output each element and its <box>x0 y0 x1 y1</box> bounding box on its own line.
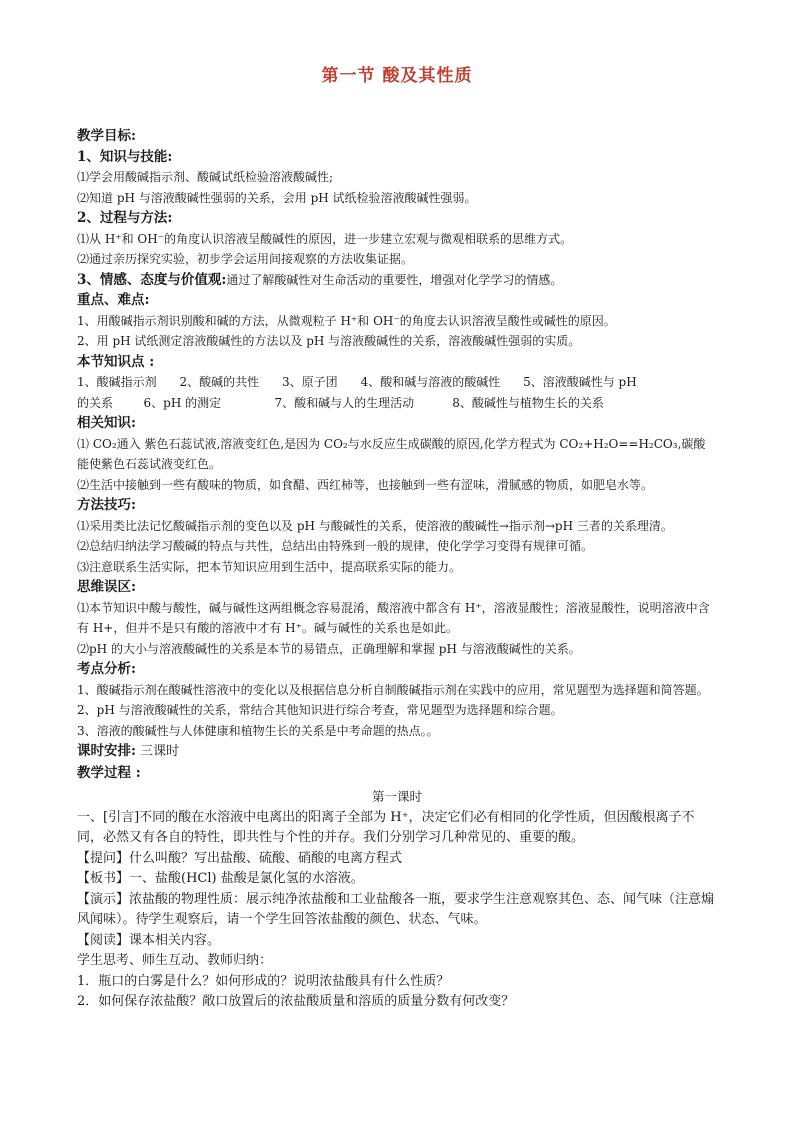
goals-subheading-emotion: 3、情感、态度与价值观: <box>77 271 227 288</box>
goals-heading: 教学目标: <box>77 128 136 144</box>
key-heading: 重点、难点: <box>77 292 150 308</box>
process-demo: 【演示】浓盐酸的物理性质：展示纯净浓盐酸和工业盐酸各一瓶，要求学生注意观察其色、态、闻气味（注意煽风闻味）。待学生观察后，请一个学生回答浓盐酸的颜色、状态、气味。 <box>77 891 715 927</box>
key-item: 1、用酸碱指示剂识别酸和碱的方法，从微观粒子 H⁺和 OH⁻的角度去认识溶液呈酸性或碱性的原因。 <box>77 313 616 328</box>
schedule-heading: 课时安排: <box>77 743 136 759</box>
process-intro: 一、[引言]不同的酸在水溶液中电离出的阳离子全部为 H⁺，决定它们必有相同的化学性质，但因酸根离子不同，必然又有各自的特性，即共性与个性的并存。我们分别学习几种常见的、重要的酸。 <box>77 809 695 845</box>
process-ask: 【提问】什么叫酸？写出盐酸、硫酸、硝酸的电离方程式 <box>77 850 403 866</box>
points-heading: 本节知识点 : <box>77 353 155 370</box>
process-question: 2．如何保存浓盐酸？敞口放置后的浓盐酸质量和溶质的质量分数有何改变？ <box>77 994 515 1009</box>
process-read: 【阅读】课本相关内容。 <box>77 932 221 948</box>
goal-item: ⑴学会用酸碱指示剂、酸碱试纸检验溶液酸碱性; <box>77 170 334 184</box>
exam-heading: 考点分析: <box>77 661 136 677</box>
goals-subheading-knowledge: 1、知识与技能: <box>77 148 173 165</box>
related-item: ⑴ CO₂通入 紫色石蕊试液,溶液变红色,是因为 CO₂与水反应生成碳酸的原因,化学方程式为 CO₂+H₂O==H₂CO₃,碳酸能使紫色石蕊试液变红色。 <box>77 436 706 471</box>
goal-item: ⑵通过亲历探究实验，初步学会运用间接观察的方法收集证据。 <box>77 252 414 266</box>
process-discuss: 学生思考、师生互动、教师归纳： <box>77 953 273 968</box>
mistakes-heading: 思维误区: <box>77 579 136 595</box>
goal-item: ⑵知道 pH 与溶液酸碱性强弱的关系，会用 pH 试纸检验溶液酸碱性强弱。 <box>77 190 477 205</box>
related-item: ⑵生活中接触到一些有酸味的物质，如食醋、西红柿等，也接触到一些有涩味，滑腻感的物质，如肥皂水等。 <box>77 477 654 492</box>
goal-emotion-line <box>77 270 717 291</box>
goals-subheading-process: 2、过程与方法: <box>77 210 173 226</box>
page-title: 第一节 酸及其性质 <box>321 66 473 86</box>
key-item: 2、用 pH 试纸测定溶液酸碱性的方法以及 pH 与溶液酸碱性的关系，溶液酸碱性强弱的实质。 <box>77 334 581 348</box>
goal-item: ⑴从 H⁺和 OH⁻的角度认识溶液呈酸碱性的原因，进一步建立宏观与微观相联系的思维方式。 <box>77 231 573 246</box>
exam-item: 2、pH 与溶液酸碱性的关系，常结合其他知识进行综合考查，常见题型为选择题和综合题。 <box>77 703 563 717</box>
method-heading: 方法技巧: <box>77 497 136 513</box>
method-item: ⑵总结归纳法学习酸碱的特点与共性，总结出由特殊到一般的规律，使化学学习变得有规律可循。 <box>77 539 594 553</box>
schedule-value: 三课时 <box>135 744 180 759</box>
related-heading: 相关知识: <box>77 415 136 431</box>
mistake-item: ⑵pH 的大小与溶液酸碱性的关系是本节的易错点，正确理解和掌握 pH 与溶液酸碱性的关系。 <box>77 641 581 656</box>
lesson-title: 第一课时 <box>371 789 422 804</box>
method-item: ⑶注意联系生活实际，把本节知识应用到生活中，提高联系实际的能力。 <box>77 559 462 574</box>
process-question: 1．瓶口的白雾是什么？如何形成的？说明浓盐酸具有什么性质？ <box>77 973 450 989</box>
process-board: 【板书】一、盐酸(HCl) 盐酸是氯化氢的水溶液。 <box>77 871 364 886</box>
exam-item: 3、溶液的酸碱性与人体健康和植物生长的关系是中考命题的热点。。 <box>77 723 439 738</box>
points-line: 的关系 6、pH 的测定 7、酸和碱与人的生理活动 8、酸碱性与植物生长的关系 <box>77 395 604 410</box>
method-item: ⑴采用类比法记忆酸碱指示剂的变色以及 pH 与酸碱性的关系，使溶液的酸碱性→指示剂→pH 三者的关系理清。 <box>77 518 673 533</box>
points-line: 1、酸碱指示剂 2、酸碱的共性 3、原子团 4、酸和碱与溶液的酸碱性 5、溶液酸碱性与 pH <box>77 375 637 389</box>
process-heading: 教学过程 : <box>77 764 141 781</box>
schedule-line <box>77 741 717 763</box>
mistake-item: ⑴本节知识中酸与酸性，碱与碱性这两组概念容易混淆，酸溶液中都含有 H⁺，溶液显酸性；溶液显酸性，说明溶液中含有 H+，但并不是只有酸的溶液中才有 H⁺。碱与碱性的关系也是如此。 <box>77 600 710 635</box>
goal-item: 通过了解酸碱性对生命活动的重要性，增强对化学学习的情感。 <box>226 272 563 287</box>
exam-item: 1、酸碱指示剂在酸碱性溶液中的变化以及根据信息分析自制酸碱指示剂在实践中的应用，常见题型为选择题和简答题。 <box>77 682 709 697</box>
document-page <box>77 64 717 1013</box>
